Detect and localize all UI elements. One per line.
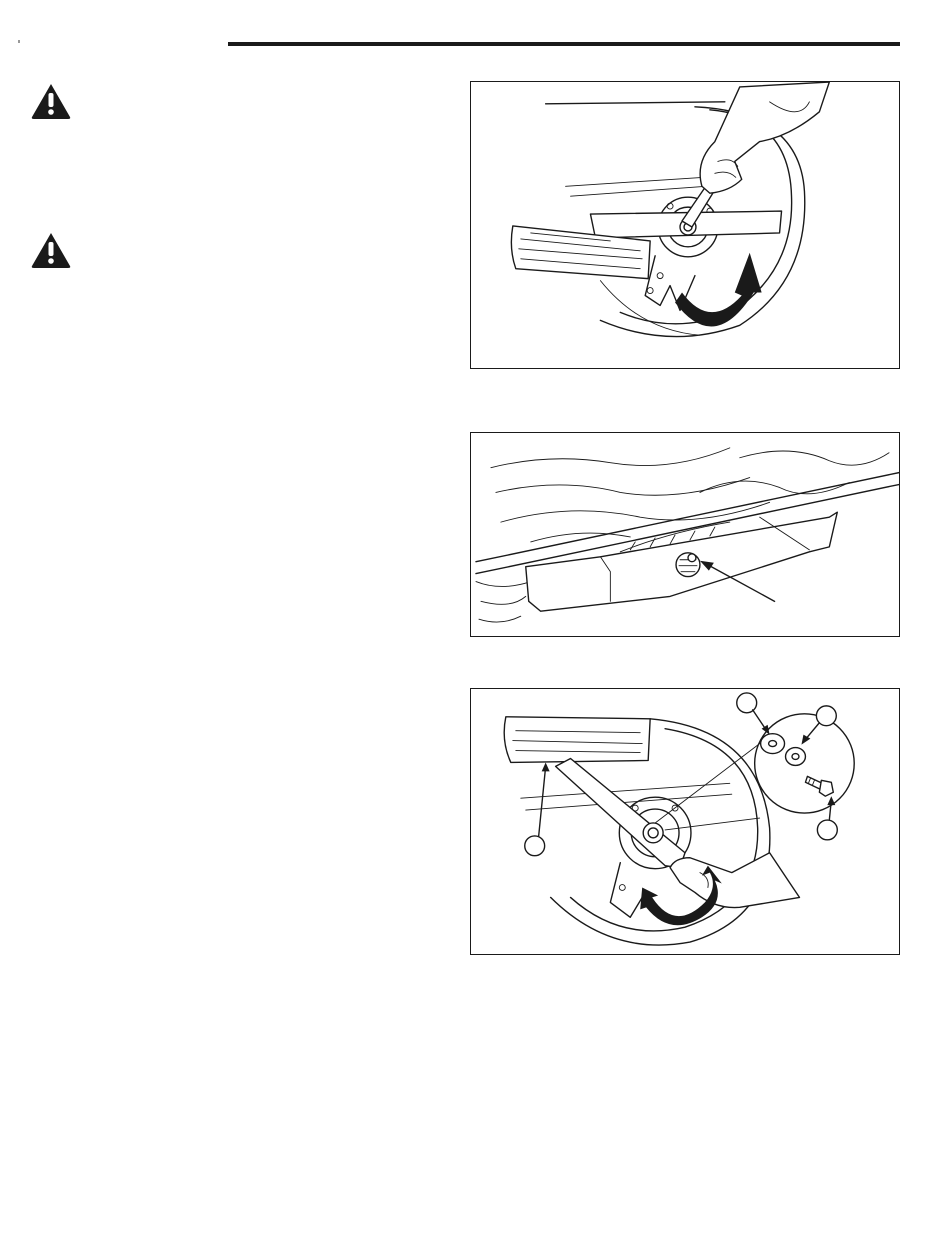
hand-icon	[670, 853, 799, 908]
rotation-arrow-icon	[675, 253, 762, 327]
bolt-icon	[676, 553, 700, 577]
figure-blade-detail	[470, 432, 900, 637]
hand-icon	[700, 82, 829, 193]
warning-triangle-icon	[30, 82, 72, 120]
figure-blade-reinstall	[470, 688, 900, 955]
warning-triangle-icon	[30, 231, 72, 269]
header-rule	[228, 42, 900, 46]
figure-blade-removal	[470, 81, 900, 369]
page-mark	[18, 40, 20, 43]
mower-blade-icon	[556, 758, 685, 867]
wood-block-icon	[504, 717, 650, 763]
